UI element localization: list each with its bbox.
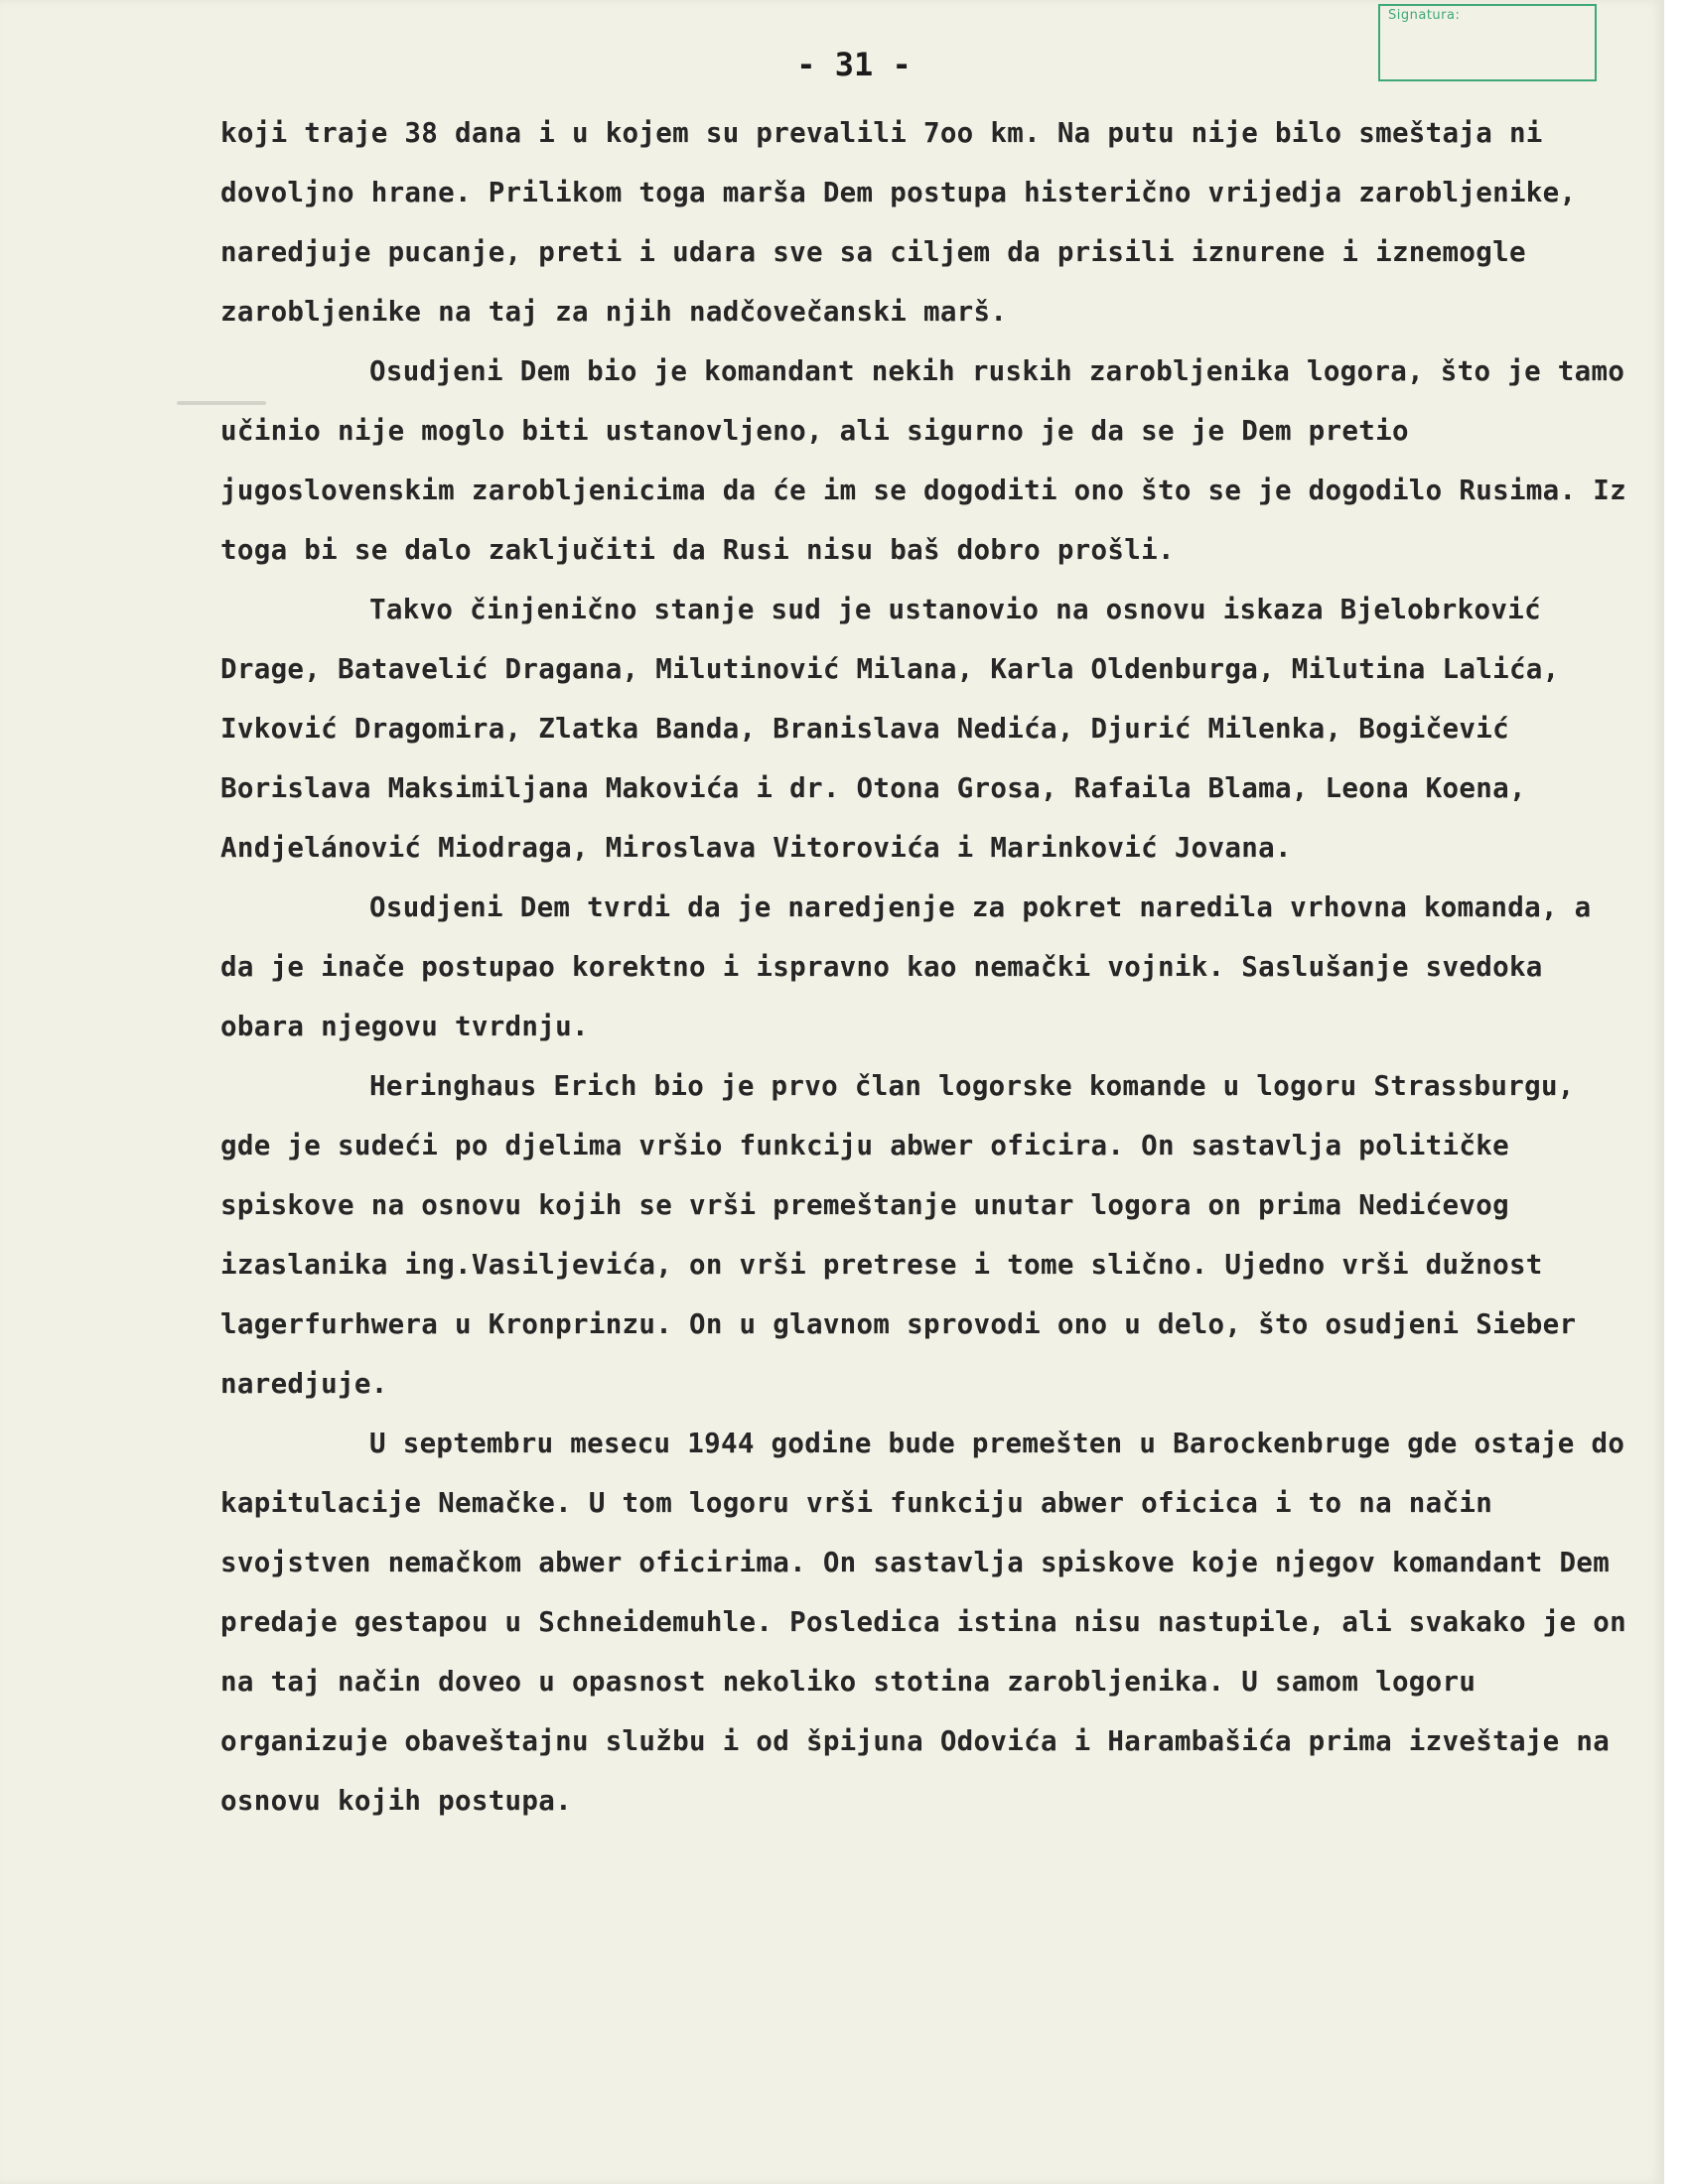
document-body: [220, 103, 1640, 1831]
paragraph-5: Heringhaus Erich bio je prvo član logorske komande u logoru Strassburgu, gde je sudeći po djelima vršio funkciju abwer oficira. On sastavlja političke spiskove na osnovu kojih se vrši premeštanje unutar logora on prima Nedićevog izaslanika ing.Vasiljevića, on vrši pretrese i tome slično. Ujedno vrši dužnost lagerfurhwera u Kronprinzu. On u glavnom sprovodi ono u delo, što osudjeni Sieber naredjuje.: [220, 1070, 1577, 1400]
signature-label: Signatura:: [1388, 8, 1461, 23]
signature-stamp-box: [1378, 4, 1597, 81]
paragraph-2: Osudjeni Dem bio je komandant nekih ruskih zarobljenika logora, što je tamo učinio nije moglo biti ustanovljeno, ali sigurno je da se je Dem pretio jugoslovenskim zarobljenicima da će im se dogoditi ono što se je dogodilo Rusima. Iz toga bi se dalo zaključiti da Rusi nisu baš dobro prošli.: [220, 355, 1626, 566]
page-margin-edge: [1664, 0, 1688, 2184]
page-number: - 31 -: [796, 46, 912, 83]
paragraph-1: koji traje 38 dana i u kojem su prevalili 7oo km. Na putu nije bilo smeštaja ni dovoljno hrane. Prilikom toga marša Dem postupa histerično vrijedja zarobljenike, naredjuje pucanje, preti i udara sve sa ciljem da prisili iznurene i iznemogle zarobljenike na taj za njih nadčovečanski marš.: [220, 117, 1577, 328]
paragraph-6: U septembru mesecu 1944 godine bude premešten u Barockenbruge gde ostaje do kapitulacije Nemačke. U tom logoru vrši funkciju abwer oficica i to na način svojstven nemačkom abwer oficirima. On sastavlja spiskove koje njegov komandant Dem predaje gestapou u Schneidemuhle. Posledica istina nisu nastupile, ali svakako je on na taj način doveo u opasnost nekoliko stotina zarobljenika. U samom logoru organizuje obaveštajnu službu i od špijuna Odovića i Harambašića prima izveštaje na osnovu kojih postupa.: [220, 1428, 1626, 1817]
paragraph-4: Osudjeni Dem tvrdi da je naredjenje za pokret naredila vrhovna komanda, a da je inače postupao korektno i ispravno kao nemački vojnik. Saslušanje svedoka obara njegovu tvrdnju.: [220, 891, 1592, 1042]
paragraph-3: Takvo činjenično stanje sud je ustanovio na osnovu iskaza Bjelobrković Drage, Batavelić Dragana, Milutinović Milana, Karla Oldenburga, Milutina Lalića, Ivković Dragomira, Zlatka Banda, Branislava Nedića, Djurić Milenka, Bogičević Borislava Maksimiljana Makovića i dr. Otona Grosa, Rafaila Blama, Leona Koena, Andjelánović Miodraga, Miroslava Vitorovića i Marinković Jovana.: [220, 594, 1560, 864]
